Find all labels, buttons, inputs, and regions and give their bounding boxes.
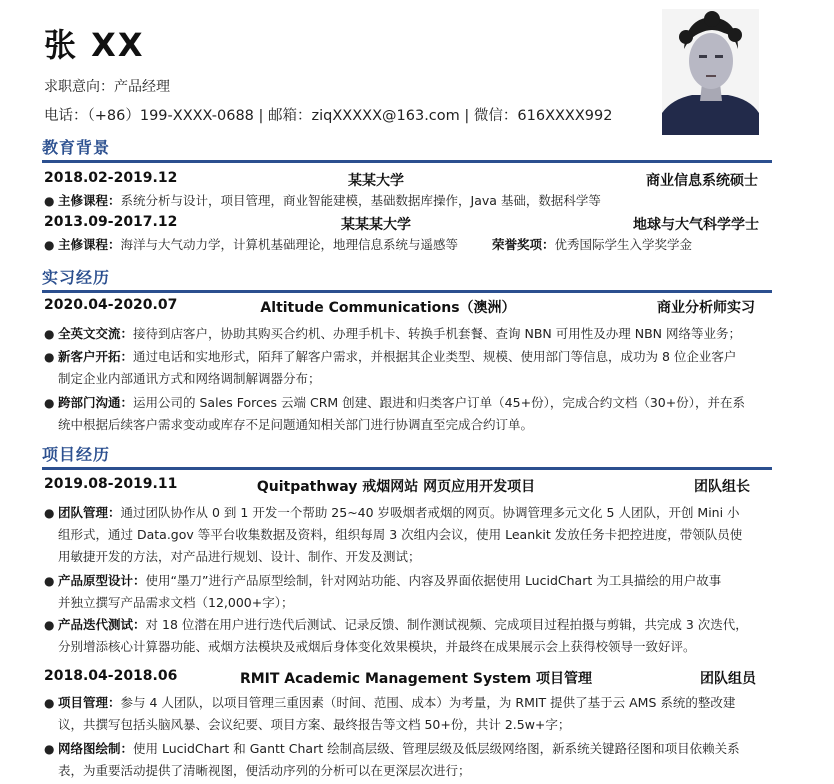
section-divider	[42, 160, 772, 163]
bullet-icon: ●	[44, 327, 55, 341]
resume-name: 张 XX	[44, 26, 145, 64]
edu-honor: 荣誉奖项：优秀国际学生入学奖学金	[492, 237, 693, 252]
project-entry-2	[44, 668, 766, 688]
project-name: Quitpathway 戒烟网站 网页应用开发项目	[256, 479, 536, 495]
profile-photo	[662, 9, 759, 135]
bullet-icon: ●	[44, 574, 55, 588]
project-date: 2018.04-2018.06	[44, 668, 178, 684]
job-intent-label: 求职意向：	[44, 79, 114, 95]
section-divider	[42, 467, 772, 470]
projects-title: 项目经历	[42, 445, 111, 464]
job-intent-value: 产品经理	[114, 79, 170, 95]
intern-bullet-3: ● 跨部门沟通：运用公司的 Sales Forces 云端 CRM 创建、跟进和归类客户订单（45+份），完成合约文档（30+份），并在系 统中根据后续客户需求变动或库存不足问题通知相关部门进行协调直至完成合约订单。	[44, 392, 778, 436]
project-bullet: ● 产品原型设计：使用“墨刀”进行产品原型绘制，针对网站功能、内容及界面依据使用 LucidChart 为工具描绘的用户故事 并独立撰写产品需求文档（12,000+字）；	[44, 570, 778, 614]
wechat-label: 微信：	[473, 108, 518, 124]
edu-courses-2: ● 主修课程：海洋与大气动力学，计算机基础理论，地理信息系统与遥感等 荣誉奖项：优秀国际学生入学奖学金	[44, 234, 778, 256]
project-bullet: ● 网络图绘制：使用 LucidChart 和 Gantt Chart 绘制高层级、管理层级及低层级网络图，新系统关键路径图和项目依赖关系 表，为重要活动提供了清晰视图，便活动序列的分析可以在更深层次进行；	[44, 738, 778, 782]
email-label: 邮箱：	[268, 108, 312, 124]
wechat-value: 616XXXX992	[517, 108, 613, 124]
project-bullet: ● 项目管理：参与 4 人团队，以项目管理三重因素（时间、范围、成本）为考量，为 RMIT 提供了基于云 AMS 系统的整改建 议，共撰写包括头脑风暴、会议纪要、项目方案、最终报告等文档 50+份，共计 2.5w+字；	[44, 692, 778, 736]
bullet-icon: ●	[44, 506, 55, 520]
project-role: 团队组员	[700, 671, 756, 687]
intern-bullet-1: ● 全英文交流：接待到店客户，协助其购买合约机、办理手机卡、转换手机套餐、查询 NBN 可用性及办理 NBN 网络等业务；	[44, 323, 778, 345]
education-title: 教育背景	[42, 138, 111, 157]
project-bullet: ● 团队管理：通过团队协作从 0 到 1 开发一个帮助 25~40 岁吸烟者戒烟的网页。协调管理多元文化 5 人团队，开创 Mini 小 组形式，通过 Data.gov 等平台收集数据及资料，组织每周 3 次组内会议，使用 Leankit 发放任务卡把控进度，带领队员使 用敏捷开发的方法，对产品进行规划、设计、制作、开发及测试；	[44, 502, 778, 568]
edu-courses-1: ● 主修课程：系统分析与设计，项目管理，商业智能建模，基础数据库操作，Java 基础，数据科学等	[44, 190, 778, 212]
edu-degree: 地球与大气科学学士	[633, 217, 759, 233]
phone-value: （+86）199-XXXX-0688	[87, 108, 254, 124]
project-date: 2019.08-2019.11	[44, 476, 178, 492]
education-entry-1	[44, 170, 766, 190]
edu-date: 2018.02-2019.12	[44, 170, 178, 186]
intern-date: 2020.04-2020.07	[44, 297, 178, 313]
bullet-icon: ●	[44, 396, 55, 410]
intern-company: Altitude Communications（澳洲）	[260, 300, 516, 316]
project-name: RMIT Academic Management System 项目管理	[239, 671, 593, 687]
contact-line: 电话：（+86）199-XXXX-0688 | 邮箱：ziqXXXXX@163.com | 微信：616XXXX992	[44, 108, 613, 124]
education-entry-2	[44, 214, 766, 234]
project-entry-1	[44, 476, 766, 496]
bullet-icon: ●	[44, 618, 55, 632]
projects-section	[42, 445, 772, 470]
section-divider	[42, 290, 772, 293]
bullet-icon: ●	[44, 350, 55, 364]
job-intent	[44, 76, 170, 96]
project-bullet: ● 产品迭代测试：对 18 位潜在用户进行迭代后测试、记录反馈、制作测试视频、完成项目过程拍摄与剪辑，共完成 3 次迭代， 分别增添核心计算器功能、戒烟方法模块及戒烟后身体变化效果模块，并最终在成果展示会上获得校领导一致好评。	[44, 614, 778, 658]
internship-entry	[44, 297, 766, 317]
bullet-icon: ●	[44, 194, 55, 208]
internship-section	[42, 268, 772, 293]
edu-school: 某某大学	[348, 173, 404, 189]
phone-label: 电话：	[44, 108, 88, 124]
bullet-icon: ●	[44, 742, 55, 756]
bullet-icon: ●	[44, 238, 55, 252]
internship-title: 实习经历	[42, 268, 111, 287]
education-section	[42, 138, 772, 163]
bullet-icon: ●	[44, 696, 55, 710]
edu-degree: 商业信息系统硕士	[646, 173, 758, 189]
edu-school: 某某某大学	[341, 217, 411, 233]
edu-date: 2013.09-2017.12	[44, 214, 178, 230]
intern-bullet-2: ● 新客户开拓：通过电话和实地形式，陌拜了解客户需求，并根据其企业类型、规模、使用部门等信息，成功为 8 位企业客户 制定企业内部通讯方式和网络调制解调器分布；	[44, 346, 778, 390]
project-role: 团队组长	[694, 479, 750, 495]
email-value: ziqXXXXX@163.com	[311, 108, 460, 124]
intern-role: 商业分析师实习	[657, 300, 755, 316]
